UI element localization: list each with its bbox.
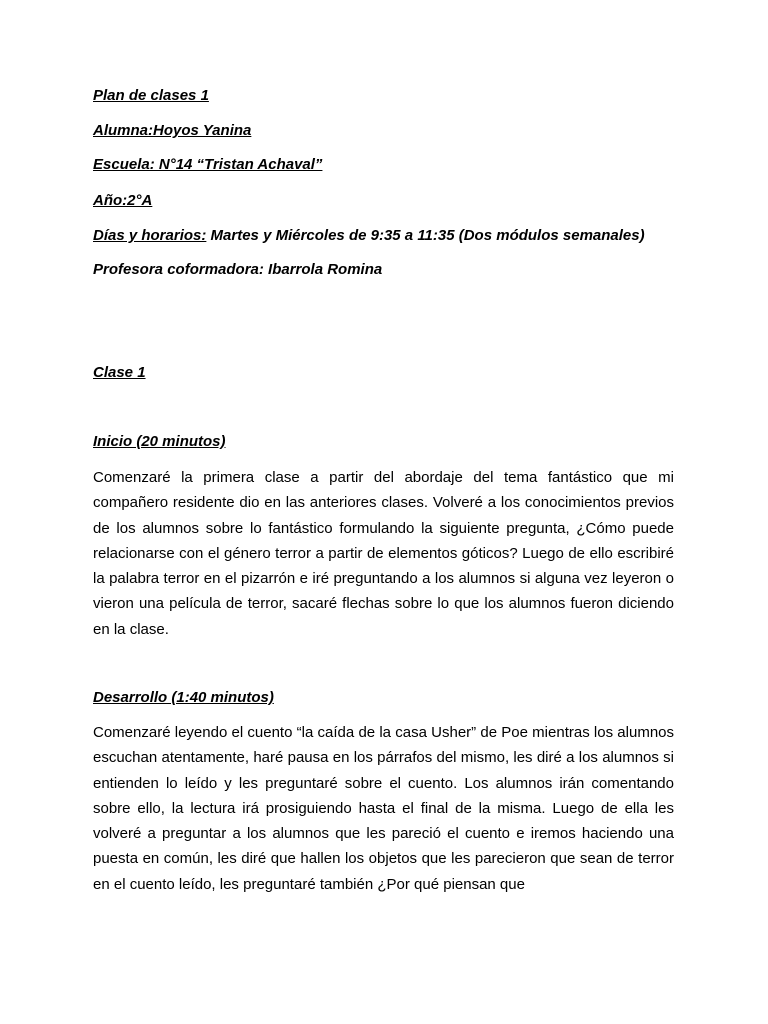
inicio-heading: Inicio (20 minutos)	[93, 433, 226, 450]
schedule-line	[93, 227, 645, 245]
student-name: Alumna:Hoyos Yanina	[93, 122, 252, 139]
school-name: Escuela: N°14 “Tristan Achaval”	[93, 156, 323, 173]
desarrollo-heading: Desarrollo (1:40 minutos)	[93, 689, 274, 706]
school-year: Año:2°A	[93, 192, 153, 209]
schedule-label: Días y horarios:	[93, 227, 207, 244]
inicio-paragraph: Comenzaré la primera clase a partir del abordaje del tema fantástico que mi compañero residente dio en las anteriores clases. Volveré a los conocimientos previos de los alumnos sobre lo fantástico formulando la siguiente pregunta, ¿Cómo puede relacionarse con el género terror a partir de elementos góticos? Luego de ello escribiré la palabra terror en el pizarrón e iré preguntando a los alumnos si alguna vez leyeron o vieron una película de terror, sacaré flechas sobre lo que los alumnos fueron diciendo en la clase.	[93, 469, 674, 638]
plan-title: Plan de clases 1	[93, 87, 209, 104]
schedule-value: Martes y Miércoles de 9:35 a 11:35 (Dos módulos semanales)	[206, 227, 645, 244]
class-title: Clase 1	[93, 364, 146, 381]
desarrollo-paragraph: Comenzaré leyendo el cuento “la caída de la casa Usher” de Poe mientras los alumnos escuchan atentamente, haré pausa en los párrafos del mismo, les diré a los alumnos si entienden lo leído y les preguntaré sobre el cuento. Los alumnos irán comentando sobre ello, la lectura irá prosiguiendo hasta el final de la misma. Luego de ella les volveré a preguntar a los alumnos que les pareció el cuento e iremos haciendo una puesta en común, les diré que hallen los objetos que les parecieron que sean de terror en el cuento leído, les preguntaré también ¿Por qué piensan que	[93, 724, 674, 893]
teacher-name: Profesora coformadora: Ibarrola Romina	[93, 261, 383, 278]
